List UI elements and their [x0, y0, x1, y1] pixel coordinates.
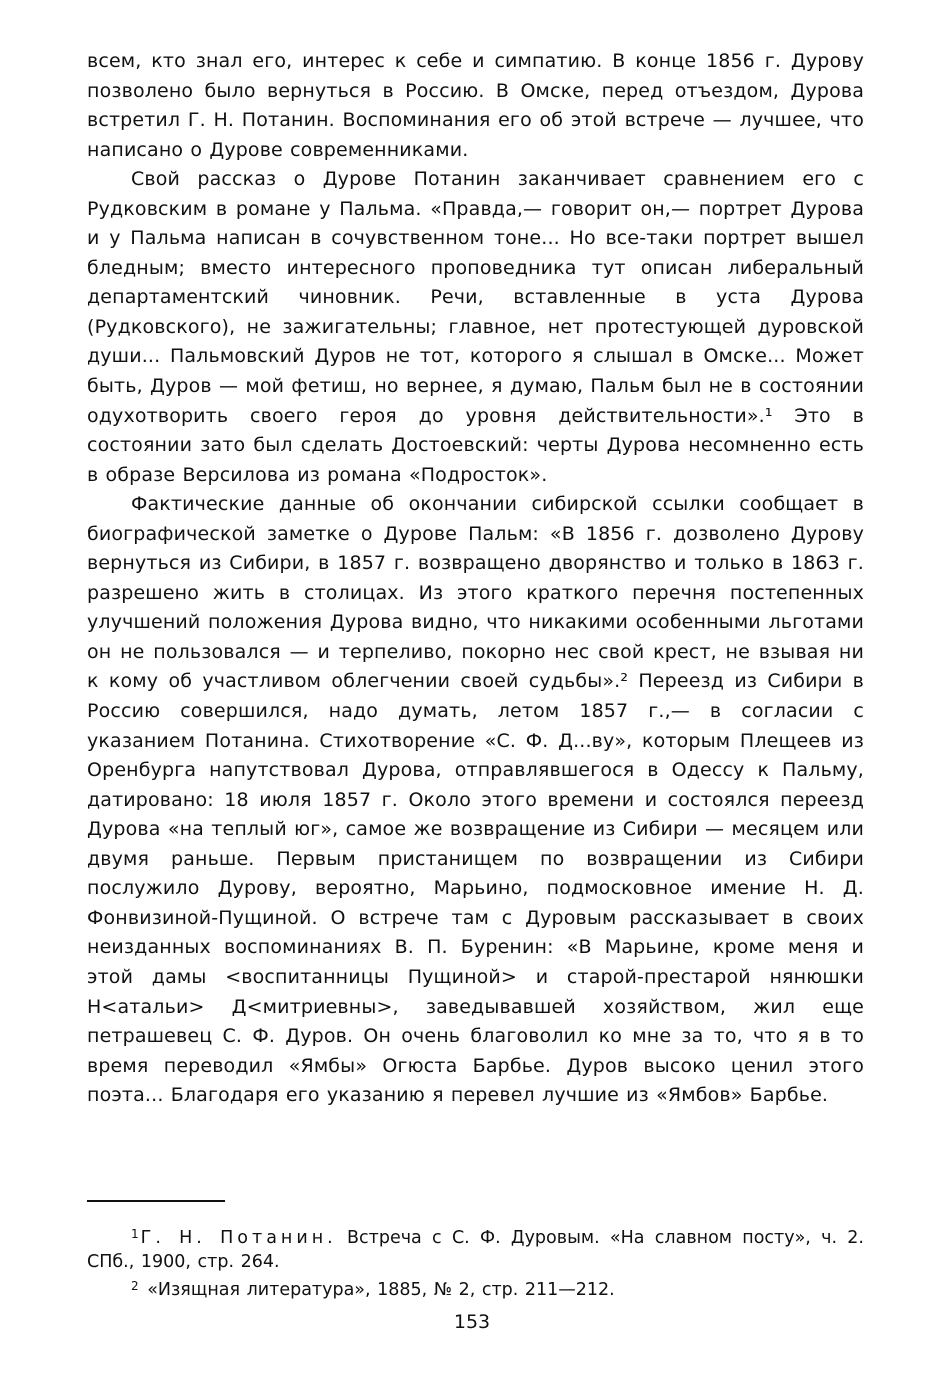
footnote-marker: 1	[131, 1227, 139, 1241]
footnote-author: Г. Н. Потанин.	[140, 1228, 337, 1248]
footnote	[87, 1274, 864, 1302]
footnote	[87, 1222, 864, 1274]
footnote-marker: 2	[131, 1279, 139, 1293]
footnotes	[87, 1222, 864, 1302]
footnote-separator	[87, 1200, 225, 1202]
paragraph: всем, кто знал его, интерес к себе и симпатию. В конце 1856 г. Дурову позволено было вернуться в Россию. В Омске, перед отъездом, Дурова встретил Г. Н. Потанин. Воспоминания его об этой встрече — лучшее, что написано о Дурове современниками.	[87, 50, 864, 161]
footnote-text: «Изящная литература», 1885, № 2, стр. 211—212.	[140, 1280, 615, 1300]
paragraph: Фактические данные об окончании сибирской ссылки сообщает в биографической заметке о Дурове Пальм: «В 1856 г. дозволено Дурову вернуться из Сибири, в 1857 г. возвращено дворянство и только в 1863 г. разрешено жить в столицах. Из этого краткого перечня постепенных улучшений положения Дурова видно, что никакими особенными льготами он не пользовался — и терпеливо, покорно нес свой крест, не взывая ни к кому об участливом облегчении своей судьбы».² Переезд из Сибири в Россию совершился, надо думать, летом 1857 г.,— в согласии с указанием Потанина. Стихотворение «С. Ф. Д...ву», которым Плещеев из Оренбурга напутствовал Дурова, отправлявшегося в Одессу к Пальму, датировано: 18 июля 1857 г. Около этого времени и состоялся переезд Дурова «на теплый юг», самое же возвращение из Сибири — месяцем или двумя раньше. Первым пристанищем по возвращении из Сибири послужило Дурову, вероятно, Марьино, подмосковное имение Н. Д. Фонвизиной-Пущиной. О встрече там с Дуровым рассказывает в своих неизданных воспоминаниях В. П. Буренин: «В Марьине, кроме меня и этой дамы <воспитанницы Пущиной> и старой-престарой нянюшки Н<атальи> Д<митриевны>, заведывавшей хозяйством, жил еще петрашевец С. Ф. Дуров. Он очень благоволил ко мне за то, что я в то время переводил «Ямбы» Огюста Барбье. Дуров высоко ценил этого поэта... Благодаря его указанию я перевел лучшие из «Ямбов» Барбье.	[87, 493, 864, 1107]
page-number: 153	[453, 1311, 491, 1333]
paragraph: Свой рассказ о Дурове Потанин заканчивает сравнением его с Рудковским в романе у Пальма. «Правда,— говорит он,— портрет Дурова и у Пальма написан в сочувственном тоне... Но все-таки портрет вышел бледным; вместо интересного проповедника тут описан либеральный департаментский чиновник. Речи, вставленные в уста Дурова (Рудковского), не зажигательны; главное, нет протестующей дуровской души... Пальмовский Дуров не тот, которого я слышал в Омске... Может быть, Дуров — мой фетиш, но вернее, я думаю, Пальм был не в состоянии одухотворить своего героя до уровня действительности».¹ Это в состоянии зато был сделать Достоевский: черты Дурова несомненно есть в образе Версилова из романа «Подросток».	[87, 168, 864, 486]
main-text	[87, 47, 864, 1111]
footnote-text: Встреча с С. Ф. Дуровым. «На славном посту», ч. 2. СПб., 1900, стр. 264.	[87, 1228, 864, 1272]
